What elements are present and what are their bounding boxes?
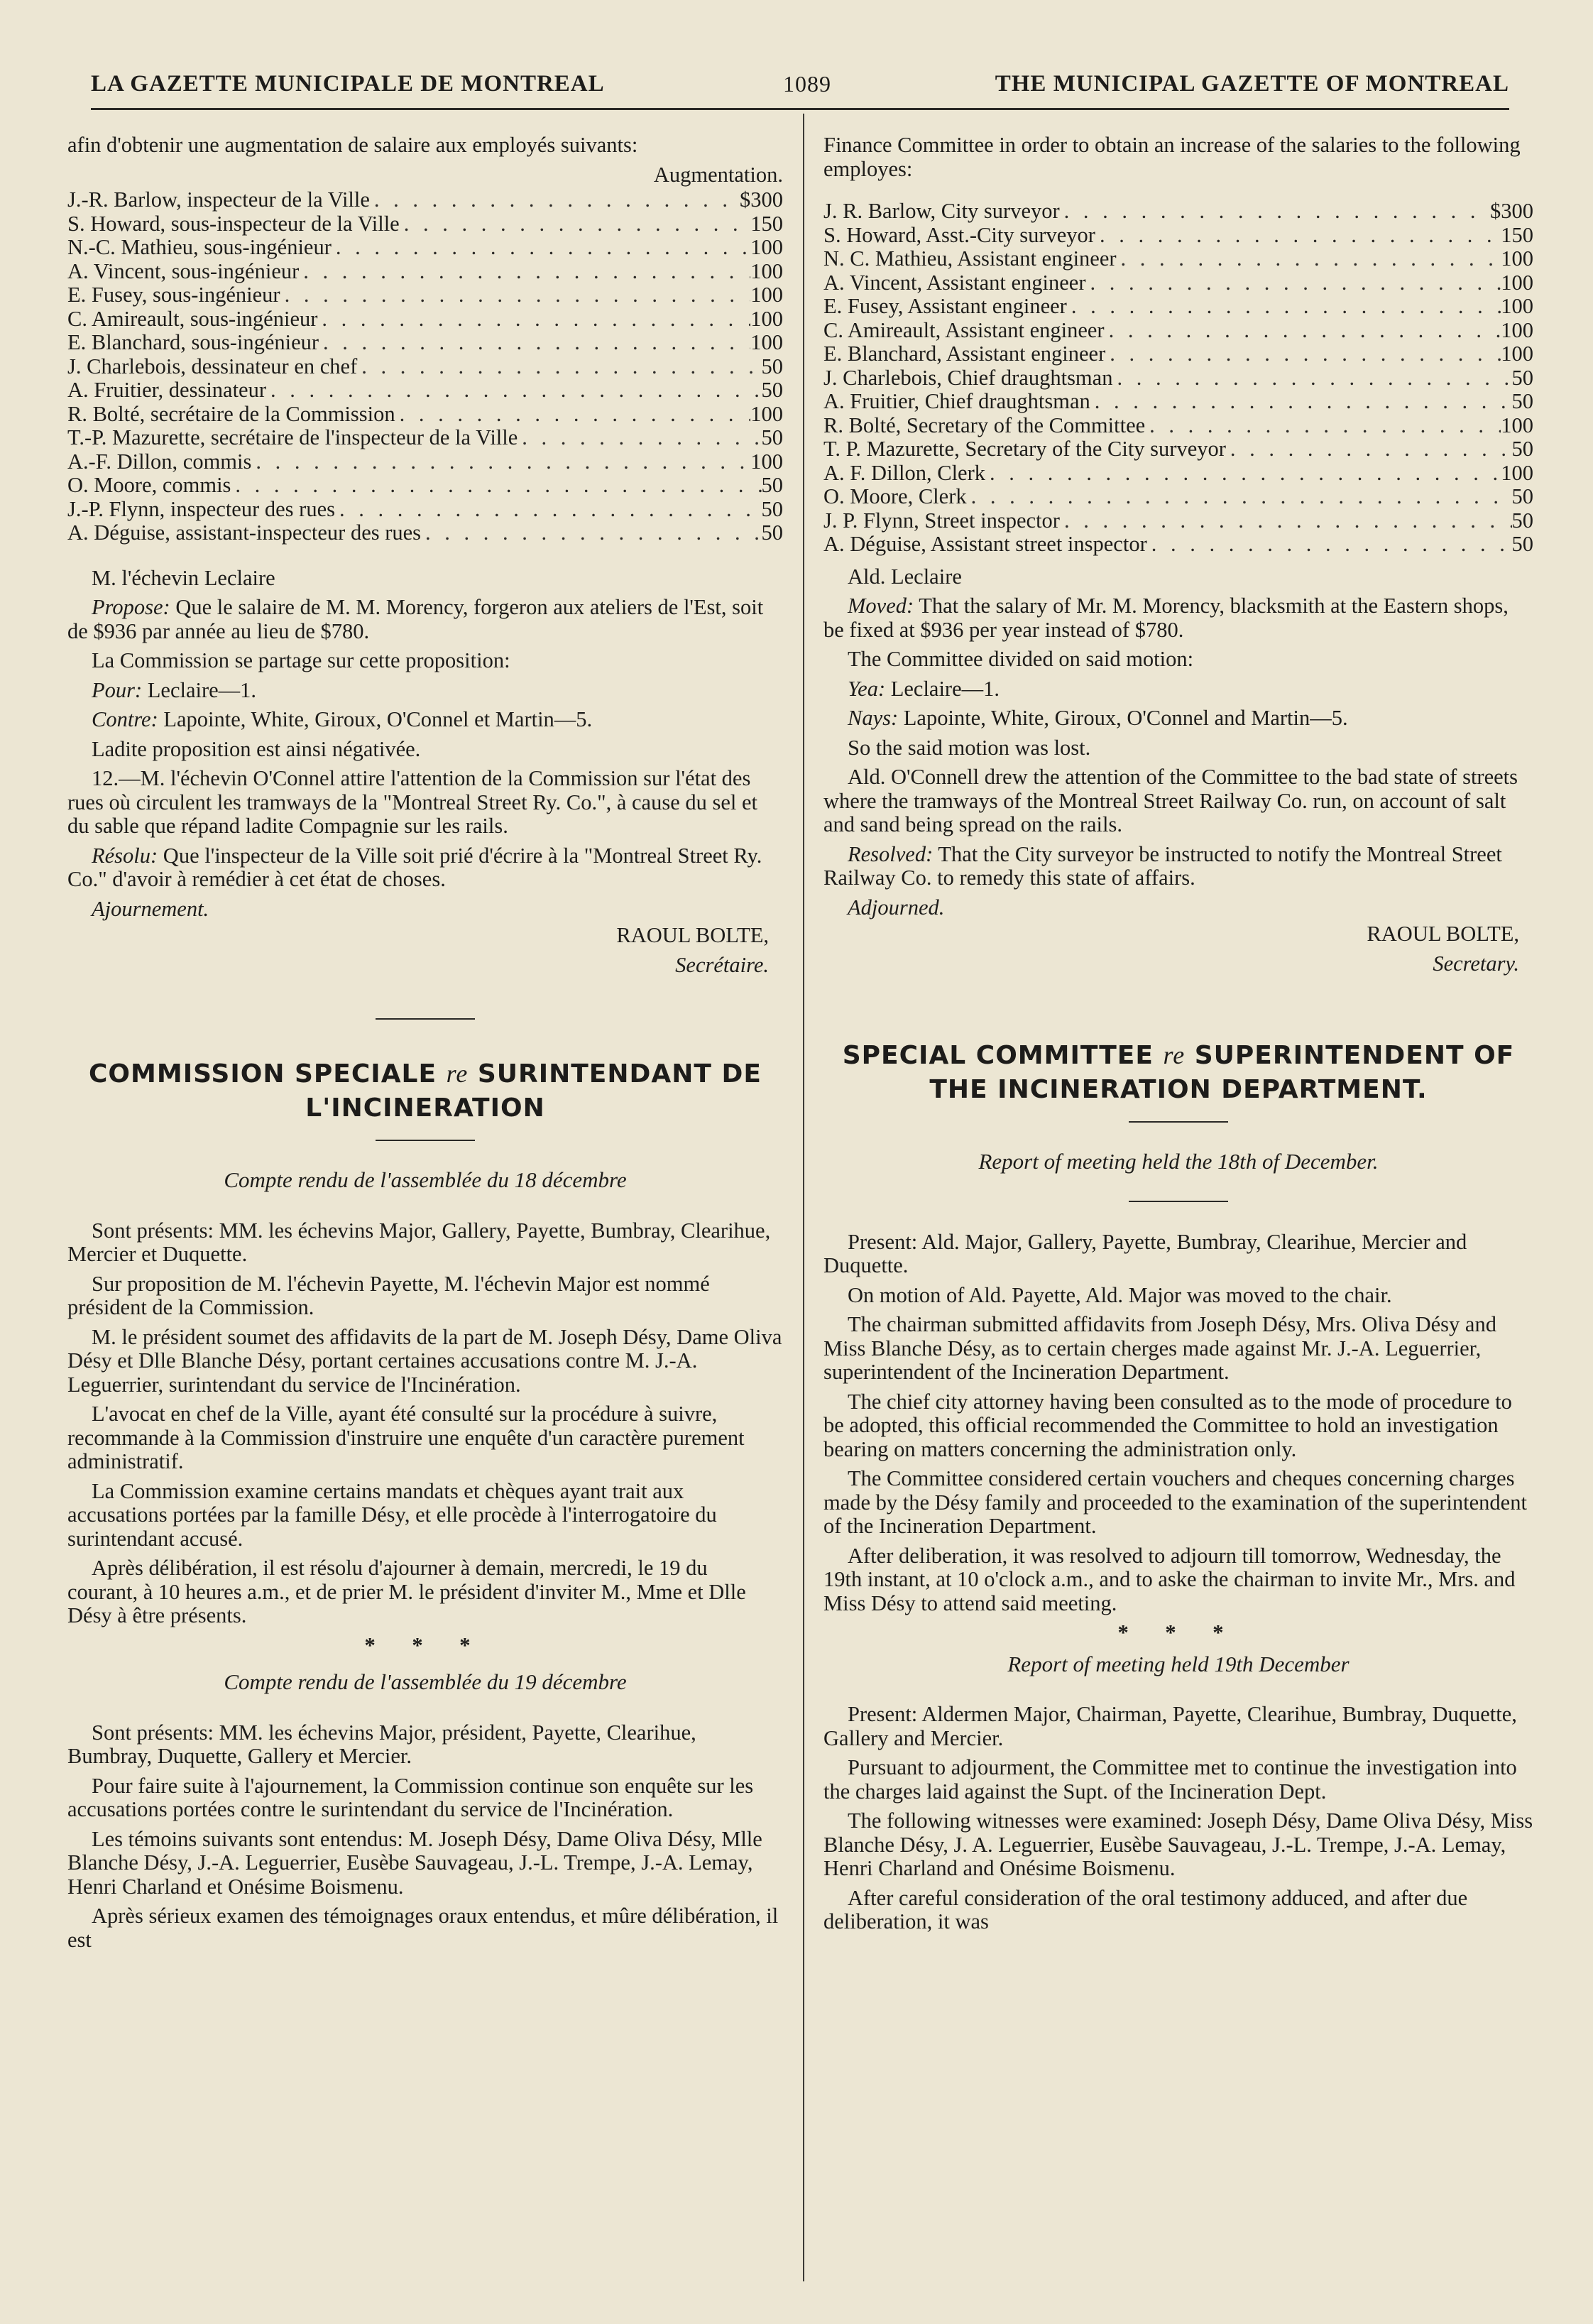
employee-name: J.-P. Flynn, inspecteur des rues xyxy=(67,497,335,521)
salary-row xyxy=(823,295,1533,319)
subtitle-rule xyxy=(1129,1201,1228,1202)
meeting-subtitle-2: Compte rendu de l'assemblée du 19 décembre xyxy=(224,1669,627,1694)
section-title xyxy=(67,1057,783,1125)
paragraph: The chief city attorney having been consulted as to the mode of procedure to be adopted, this official recommended the Committee to hold an investigation bearing on matters concerning the administration only. xyxy=(823,1389,1512,1461)
section-title-part-3: THE INCINERATION DEPARTMENT. xyxy=(929,1075,1428,1104)
paragraph: The following witnesses were examined: Joseph Désy, Dame Oliva Désy, Miss Blanche Désy, J. A. Leguerrier, Eusèbe Sauvageau, J.-L. Trempe, J.-A. Lemay, Henri Charland and Onésime Boismenu. xyxy=(823,1809,1533,1880)
salary-amount: 100 xyxy=(1501,318,1533,342)
salary-row xyxy=(67,403,783,427)
leader-dots xyxy=(1147,533,1512,557)
section-title-part-1: COMMISSION SPECIALE xyxy=(89,1059,437,1089)
signature-title: Secretary. xyxy=(1433,951,1519,976)
salary-amount: $300 xyxy=(740,188,783,212)
section-title xyxy=(823,1038,1533,1107)
salary-amount: 150 xyxy=(750,212,783,236)
meeting-subtitle-1: Compte rendu de l'assemblée du 18 décembre xyxy=(224,1167,627,1192)
salary-row xyxy=(823,342,1533,366)
salary-row xyxy=(823,437,1533,462)
salary-amount: 50 xyxy=(761,378,783,402)
salary-row xyxy=(67,426,783,450)
salary-amount: 100 xyxy=(750,449,783,474)
english-column xyxy=(823,133,1533,1940)
paragraph: After careful consideration of the oral testimony adduced, and after due deliberation, it was xyxy=(823,1885,1468,1933)
signature-name: RAOUL BOLTE, xyxy=(1367,922,1519,946)
motion-text xyxy=(67,596,783,643)
salary-row xyxy=(67,188,783,212)
french-column xyxy=(67,133,783,1958)
employee-name: A. Déguise, Assistant street inspector xyxy=(823,533,1147,556)
salary-amount: 100 xyxy=(1501,271,1533,295)
leader-dots xyxy=(985,462,1501,486)
salary-amount: 100 xyxy=(1501,461,1533,485)
salary-row xyxy=(67,307,783,332)
paragraph: Present: Ald. Major, Gallery, Payette, Bumbray, Clearihue, Mercier and Duquette. xyxy=(823,1229,1467,1277)
employee-name: J. P. Flynn, Street inspector xyxy=(823,508,1060,533)
resolution xyxy=(823,843,1533,890)
salary-amount: 100 xyxy=(750,283,783,307)
salary-list xyxy=(823,200,1533,557)
item-12: Ald. O'Connell drew the attention of the Committee to the bad state of streets where the tramways of the Montreal Street Railway Co. run, on account of salt and sand being spread on the rails. xyxy=(823,765,1518,836)
leader-dots xyxy=(280,283,751,307)
leader-dots xyxy=(1060,509,1512,533)
leader-dots xyxy=(317,307,750,332)
vote-for-label: Pour: xyxy=(92,677,143,702)
resolution-body: Que l'inspecteur de la Ville soit prié d'écrire à la "Montreal Street Ry. Co." d'avoir à remédier à cet état de choses. xyxy=(67,843,762,891)
salary-row xyxy=(823,271,1533,295)
vote-against-label: Contre: xyxy=(92,707,158,731)
section-rule xyxy=(376,1018,475,1020)
salary-row xyxy=(823,414,1533,438)
salary-row xyxy=(823,533,1533,557)
employee-name: C. Amireault, Assistant engineer xyxy=(823,318,1105,342)
salary-amount: 100 xyxy=(1501,413,1533,437)
employee-name: T.-P. Mazurette, secrétaire de l'inspecteur de la Ville xyxy=(67,426,518,449)
leader-dots xyxy=(299,260,750,284)
salary-amount: 50 xyxy=(761,354,783,378)
employee-name: E. Fusey, Assistant engineer xyxy=(823,295,1067,318)
salary-amount: 100 xyxy=(750,236,783,259)
resolution-label: Resolved: xyxy=(848,841,934,866)
paragraph: M. le président soumet des affidavits de la part de M. Joseph Désy, Dame Oliva Désy et Dlle Blanche Désy, portant certaines accusations contre M. J.-A. Leguerrier, surintendant du service de l'Incinération. xyxy=(67,1324,782,1397)
leader-dots xyxy=(1095,224,1501,248)
vote-for-names: Leclaire—1. xyxy=(147,677,257,702)
vote-against-names: Lapointe, White, Giroux, O'Connel et Martin—5. xyxy=(163,707,593,731)
leader-dots xyxy=(1117,247,1501,271)
motion-body: Que le salaire de M. M. Morency, forgeron aux ateliers de l'Est, soit de $936 par année au lieu de $780. xyxy=(67,595,764,643)
paragraph: After deliberation, it was resolved to adjourn till tomorrow, Wednesday, the 19th instant, at 10 o'clock a.m., and to aske the chairman to invite Mr., Mrs. and Miss Désy to attend said meeting. xyxy=(823,1543,1516,1615)
motion-text xyxy=(823,594,1533,642)
vote-for-label: Yea: xyxy=(848,676,886,701)
title-rule xyxy=(1129,1121,1228,1123)
employee-name: A. Fruitier, dessinateur xyxy=(67,378,266,402)
meeting-subtitle-2: Report of meeting held 19th December xyxy=(1007,1651,1350,1676)
section-title-part-3: L'INCINERATION xyxy=(305,1093,545,1123)
column-divider xyxy=(803,114,804,2281)
vote-against xyxy=(823,707,1533,731)
leader-dots xyxy=(518,426,761,450)
item-12: 12.—M. l'échevin O'Connel attire l'attention de la Commission sur l'état des rues où circulent les tramways de la "Montreal Street Ry. Co.", à cause du sel et du sable que répand ladite Compagnie sur les rails. xyxy=(67,766,757,838)
leader-dots xyxy=(251,450,750,474)
employee-name: R. Bolté, secrétaire de la Commission xyxy=(67,402,395,426)
paragraph: Sur proposition de M. l'échevin Payette, M. l'échevin Major est nommé président de la Commission. xyxy=(67,1271,710,1319)
vote-for-names: Leclaire—1. xyxy=(890,676,1000,701)
salary-amount: 50 xyxy=(761,497,783,521)
employee-name: E. Fusey, sous-ingénieur xyxy=(67,283,280,307)
employee-name: S. Howard, sous-inspecteur de la Ville xyxy=(67,212,400,236)
leader-dots xyxy=(1090,390,1512,414)
leader-dots xyxy=(1060,200,1490,224)
adjournment: Adjourned. xyxy=(848,895,945,920)
motion-result: Ladite proposition est ainsi négativée. xyxy=(92,736,421,761)
signature-title: Secrétaire. xyxy=(675,952,769,977)
salary-amount: 50 xyxy=(1511,437,1533,461)
employee-name: A. Vincent, sous-ingénieur xyxy=(67,259,300,283)
motion-body: That the salary of Mr. M. Morency, blacksmith at the Eastern shops, be fixed at $936 per year instead of $780. xyxy=(823,594,1509,642)
employee-name: S. Howard, Asst.-City surveyor xyxy=(823,223,1095,247)
paragraph: Sont présents: MM. les échevins Major, président, Payette, Clearihue, Bumbray, Duquette, Gallery et Mercier. xyxy=(67,1720,696,1768)
paragraph: Pour faire suite à l'ajournement, la Commission continue son enquête sur les accusations portées contre le surintendant du service de l'Incinération. xyxy=(67,1773,754,1821)
employee-name: E. Blanchard, Assistant engineer xyxy=(823,342,1106,366)
salary-row xyxy=(823,509,1533,533)
employee-name: A. Fruitier, Chief draughtsman xyxy=(823,390,1090,413)
leader-dots xyxy=(1112,366,1511,391)
employee-name: A.-F. Dillon, commis xyxy=(67,449,252,474)
section-title-re: re xyxy=(1163,1041,1186,1069)
leader-dots xyxy=(231,474,761,498)
leader-dots xyxy=(370,188,740,212)
salary-intro: Finance Committee in order to obtain an increase of the salaries to the following employes: xyxy=(823,133,1521,181)
salary-row xyxy=(67,378,783,403)
resolution-body: That the City surveyor be instructed to notify the Montreal Street Railway Co. to remedy this state of affairs. xyxy=(823,841,1502,890)
employee-name: J.-R. Barlow, inspecteur de la Ville xyxy=(67,188,370,212)
increase-column-header: Augmentation. xyxy=(653,162,783,187)
salary-row xyxy=(823,200,1533,224)
employee-name: J. Charlebois, dessinateur en chef xyxy=(67,354,358,378)
leader-dots xyxy=(1145,414,1501,438)
salary-amount: 50 xyxy=(1511,508,1533,533)
paragraph: L'avocat en chef de la Ville, ayant été consulté sur la procédure à suivre, recommande à la Commission d'instruire une enquête d'un caractère purement administratif. xyxy=(67,1402,745,1473)
page-number: 1089 xyxy=(783,71,831,97)
employee-name: E. Blanchard, sous-ingénieur xyxy=(67,331,319,354)
salary-row xyxy=(67,498,783,522)
section-title-part-2: SUPERINTENDENT OF xyxy=(1194,1041,1515,1070)
salary-amount: 150 xyxy=(1501,223,1533,247)
salary-row xyxy=(67,450,783,474)
paragraph: On motion of Ald. Payette, Ald. Major was moved to the chair. xyxy=(848,1282,1392,1307)
salary-row xyxy=(67,355,783,379)
salary-amount: 100 xyxy=(750,259,783,283)
leader-dots xyxy=(395,403,751,427)
vote-for xyxy=(67,679,783,703)
section-stars: * * * xyxy=(364,1632,486,1657)
salary-amount: 100 xyxy=(750,402,783,426)
employee-name: J. R. Barlow, City surveyor xyxy=(823,200,1060,223)
salary-amount: 50 xyxy=(761,426,783,449)
leader-dots xyxy=(1226,437,1512,462)
section-title-part-2: SURINTENDANT DE xyxy=(477,1059,762,1089)
salary-amount: 50 xyxy=(761,474,783,497)
title-rule xyxy=(376,1140,475,1141)
leader-dots xyxy=(357,355,761,379)
salary-amount: 50 xyxy=(761,521,783,545)
paragraph: Après délibération, il est résolu d'ajourner à demain, mercredi, le 19 du courant, à 10 heures a.m., et de prier M. le président d'inviter M., Mme et Dlle Désy à être présents. xyxy=(67,1556,746,1627)
salary-row xyxy=(67,474,783,498)
vote-division: La Commission se partage sur cette proposition: xyxy=(92,648,510,672)
salary-amount: 100 xyxy=(1501,342,1533,366)
salary-list xyxy=(67,188,783,545)
salary-row xyxy=(67,283,783,307)
leader-dots xyxy=(335,498,762,522)
paragraph: Sont présents: MM. les échevins Major, Gallery, Payette, Bumbray, Clearihue, Mercier et Duquette. xyxy=(67,1218,771,1266)
vote-against-label: Nays: xyxy=(848,706,899,730)
employee-name: A. F. Dillon, Clerk xyxy=(823,461,986,485)
salary-row xyxy=(67,236,783,260)
motion-author: Ald. Leclaire xyxy=(848,564,962,589)
salary-row xyxy=(823,224,1533,248)
salary-row xyxy=(67,212,783,236)
salary-intro: afin d'obtenir une augmentation de salaire aux employés suivants: xyxy=(67,133,638,157)
employee-name: A. Déguise, assistant-inspecteur des rues xyxy=(67,521,422,545)
header-french-title: LA GAZETTE MUNICIPALE DE MONTREAL xyxy=(91,71,605,97)
leader-dots xyxy=(1105,342,1501,366)
section-title-re: re xyxy=(446,1059,469,1088)
salary-row xyxy=(823,390,1533,414)
adjournment: Ajournement. xyxy=(92,896,209,921)
leader-dots xyxy=(332,236,750,260)
employee-name: O. Moore, Clerk xyxy=(823,485,967,508)
salary-amount: 50 xyxy=(1511,533,1533,556)
salary-amount: 50 xyxy=(1511,390,1533,413)
employee-name: J. Charlebois, Chief draughtsman xyxy=(823,366,1113,390)
motion-result: So the said motion was lost. xyxy=(848,735,1091,760)
employee-name: O. Moore, commis xyxy=(67,474,231,497)
salary-amount: 50 xyxy=(1511,485,1533,508)
vote-for xyxy=(823,677,1533,702)
paragraph: Après sérieux examen des témoignages oraux entendus, et mûre délibération, il est xyxy=(67,1904,779,1952)
paragraph: Present: Aldermen Major, Chairman, Payette, Clearihue, Bumbray, Duquette, Gallery and Mercier. xyxy=(823,1702,1517,1750)
resolution-label: Résolu: xyxy=(92,843,158,868)
vote-against xyxy=(67,708,783,732)
leader-dots xyxy=(319,331,750,355)
salary-row xyxy=(823,247,1533,271)
employee-name: N. C. Mathieu, Assistant engineer xyxy=(823,247,1117,271)
employee-name: T. P. Mazurette, Secretary of the City surveyor xyxy=(823,437,1226,461)
salary-amount: 100 xyxy=(750,307,783,331)
salary-row xyxy=(823,462,1533,486)
salary-amount: 100 xyxy=(1501,295,1533,318)
header-rule xyxy=(91,108,1509,110)
resolution xyxy=(67,844,783,892)
salary-amount: 100 xyxy=(1501,247,1533,271)
leader-dots xyxy=(1105,319,1501,343)
salary-row xyxy=(67,521,783,545)
paragraph: The Committee considered certain vouchers and cheques concerning charges made by the Désy family and proceeded to the examination of the superintendent of the Incineration Department. xyxy=(823,1466,1527,1538)
vote-against-names: Lapointe, White, Giroux, O'Connel and Martin—5. xyxy=(903,706,1348,730)
leader-dots xyxy=(421,521,761,545)
salary-row xyxy=(67,260,783,284)
employee-name: R. Bolté, Secretary of the Committee xyxy=(823,413,1146,437)
leader-dots xyxy=(967,485,1512,509)
salary-row xyxy=(823,319,1533,343)
salary-amount: 100 xyxy=(750,331,783,354)
section-title-part-1: SPECIAL COMMITTEE xyxy=(842,1041,1154,1070)
paragraph: Pursuant to adjourment, the Committee met to continue the investigation into the charges laid against the Supt. of the Incineration Dept. xyxy=(823,1755,1517,1804)
paragraph: The chairman submitted affidavits from Joseph Désy, Mrs. Oliva Désy and Miss Blanche Désy, as to certain cherges made against Mr. J.-A. Leguerrier, superintendent of the Incineration Department. xyxy=(823,1312,1496,1384)
motion-label: Moved: xyxy=(848,594,914,618)
leader-dots xyxy=(266,378,762,403)
signature-name: RAOUL BOLTE, xyxy=(616,923,769,947)
salary-amount: 50 xyxy=(1511,366,1533,390)
employee-name: C. Amireault, sous-ingénieur xyxy=(67,307,318,331)
salary-row xyxy=(823,366,1533,391)
paragraph: La Commission examine certains mandats et chèques ayant trait aux accusations portées par la famille Désy, et elle procède à l'interrogatoire du surintendant accusé. xyxy=(67,1478,717,1551)
leader-dots xyxy=(1085,271,1501,295)
leader-dots xyxy=(400,212,751,236)
meeting-subtitle-1: Report of meeting held the 18th of December. xyxy=(978,1149,1379,1174)
header-english-title: THE MUNICIPAL GAZETTE OF MONTREAL xyxy=(995,71,1509,97)
salary-amount: $300 xyxy=(1490,200,1533,223)
motion-author: M. l'échevin Leclaire xyxy=(92,565,275,590)
motion-label: Propose: xyxy=(92,595,170,619)
section-stars: * * * xyxy=(1117,1620,1239,1644)
vote-division: The Committee divided on said motion: xyxy=(848,647,1194,671)
salary-row xyxy=(823,485,1533,509)
employee-name: N.-C. Mathieu, sous-ingénieur xyxy=(67,236,332,259)
leader-dots xyxy=(1067,295,1501,319)
employee-name: A. Vincent, Assistant engineer xyxy=(823,271,1086,295)
paragraph: Les témoins suivants sont entendus: M. Joseph Désy, Dame Oliva Désy, Mlle Blanche Désy, J.-A. Leguerrier, Eusèbe Sauvageau, J.-L. Trempe, J.-A. Lemay, Henri Charland et Onésime Boismenu. xyxy=(67,1826,762,1899)
salary-row xyxy=(67,331,783,355)
